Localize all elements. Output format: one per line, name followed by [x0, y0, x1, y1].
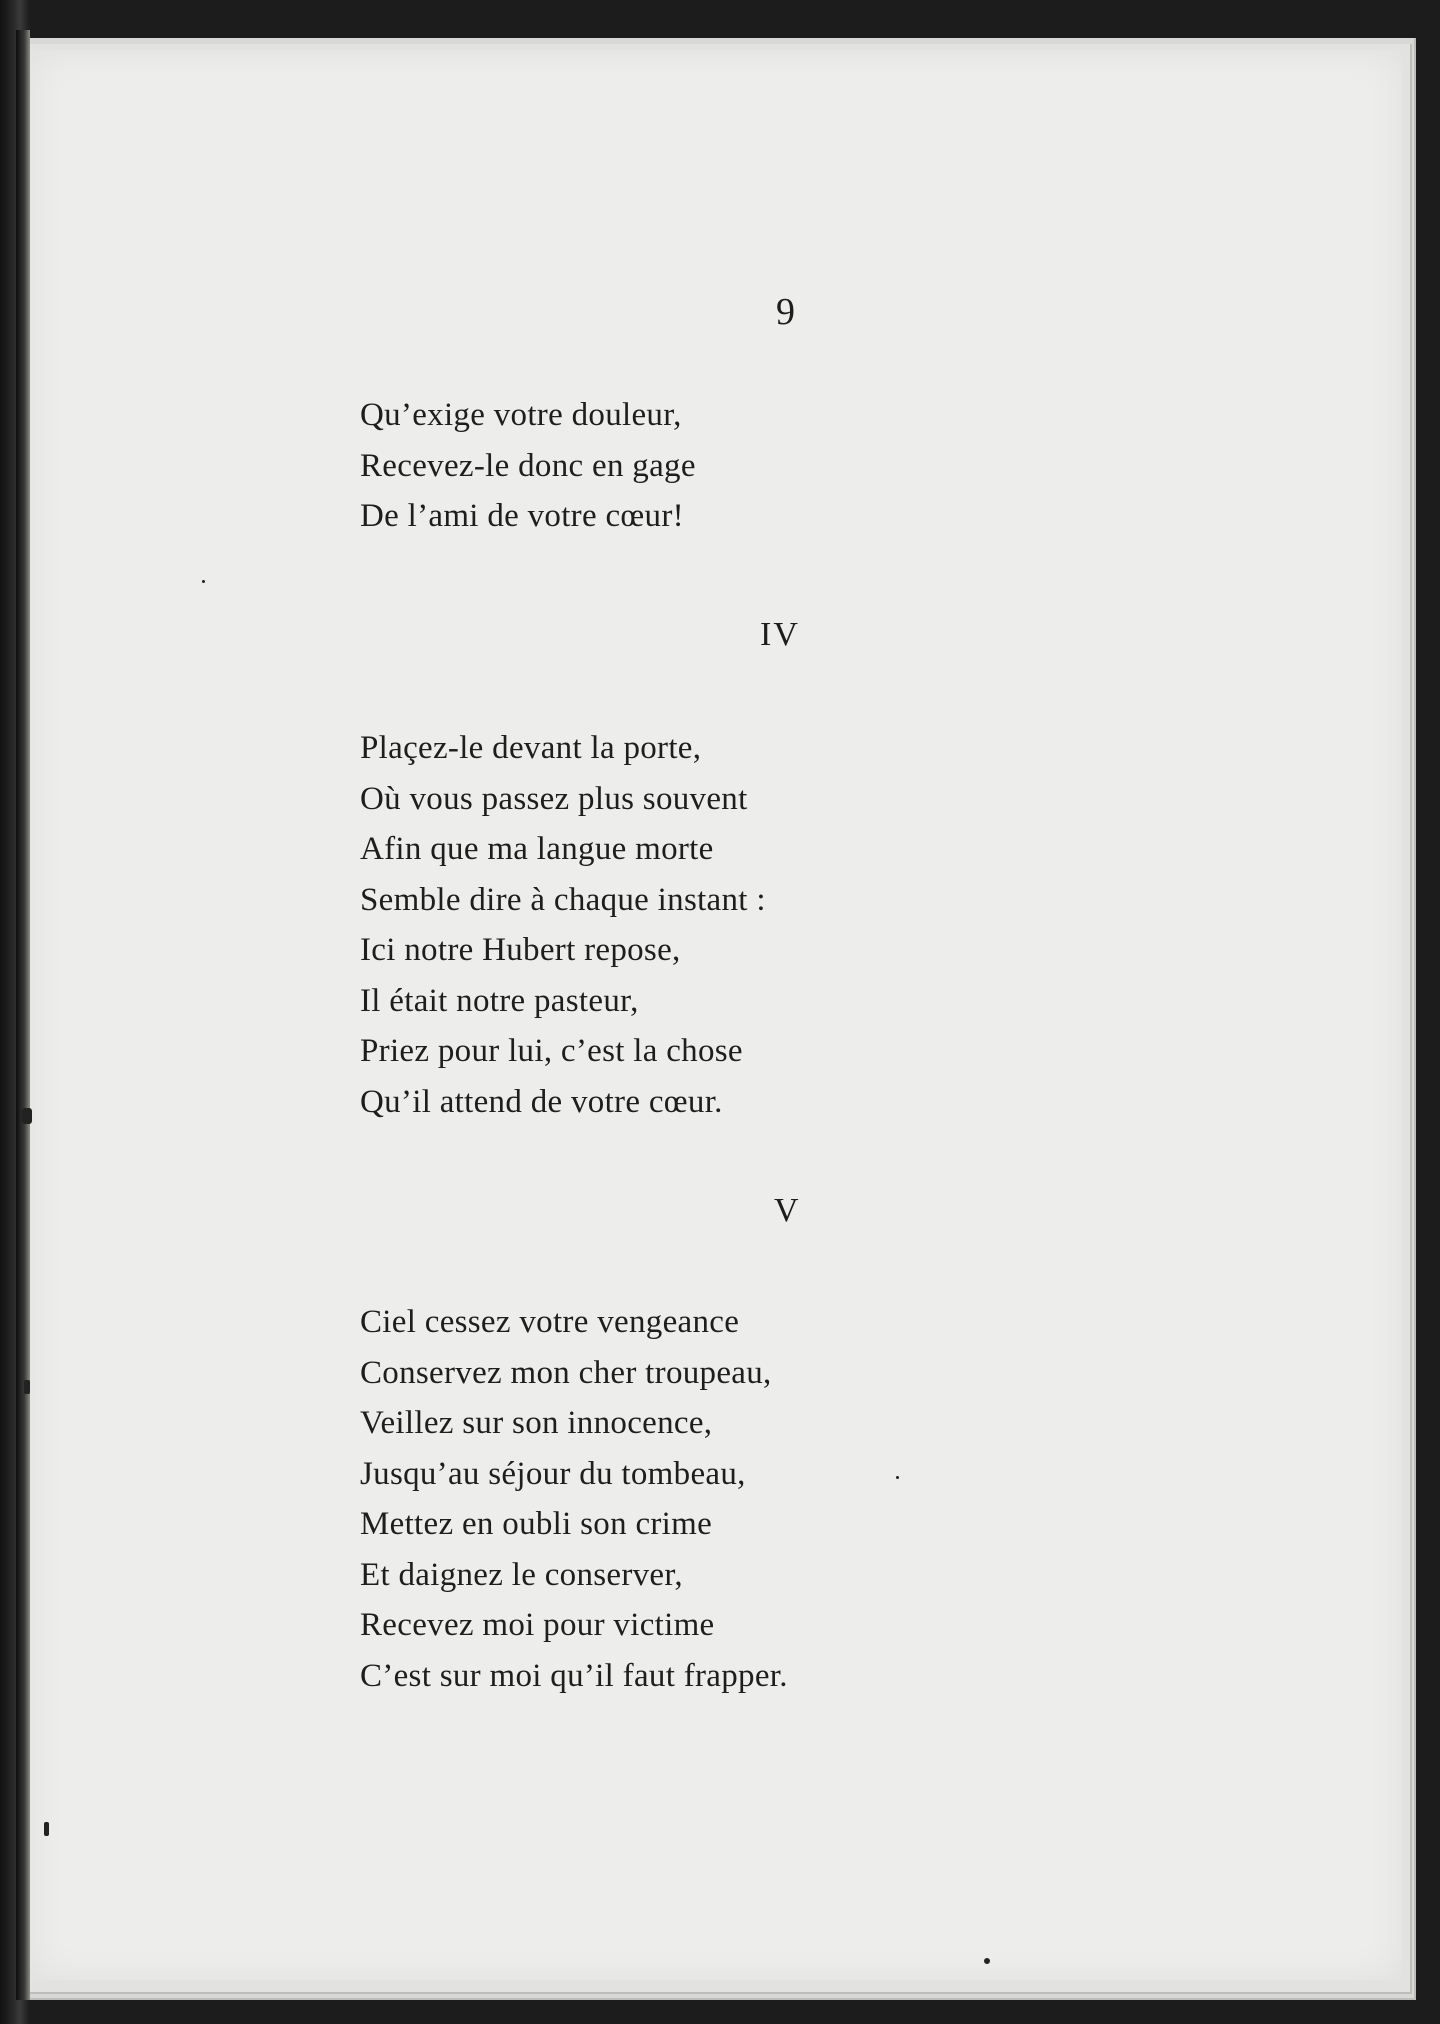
stanza-v	[360, 1297, 788, 1701]
verse-line: Conservez mon cher troupeau,	[360, 1354, 772, 1391]
page-number: 9	[776, 291, 796, 333]
verse-line: Afin que ma langue morte	[360, 831, 714, 867]
ink-speck	[22, 1108, 32, 1124]
stanza-heading-v: V	[774, 1192, 801, 1229]
stanza-continuation	[360, 390, 696, 542]
verse-line: Mettez en oubli son crime	[360, 1506, 713, 1542]
verse-line: Veillez sur son innocence,	[360, 1405, 713, 1441]
verse-line: Où vous passez plus souvent	[360, 780, 748, 817]
stanza-iv	[360, 723, 766, 1127]
stanza-heading-iv: IV	[760, 616, 800, 653]
book-spine	[16, 30, 30, 2000]
verse-line: Semble dire à chaque instant :	[360, 881, 766, 918]
verse-line: Qu’il attend de votre cœur.	[360, 1083, 723, 1120]
verse-line: Et daignez le conserver,	[360, 1556, 683, 1593]
verse-line: C’est sur moi qu’il faut frapper.	[360, 1657, 788, 1694]
verse-line: Recevez moi pour victime	[360, 1607, 715, 1643]
ink-speck	[24, 1380, 30, 1394]
ink-speck	[984, 1958, 990, 1964]
ink-speck	[202, 580, 205, 583]
ink-speck	[44, 1822, 49, 1836]
verse-line: Ici notre Hubert repose,	[360, 932, 681, 968]
verse-line: Jusqu’au séjour du tombeau,	[360, 1455, 746, 1492]
verse-line: Il était notre pasteur,	[360, 982, 639, 1019]
ink-speck	[896, 1476, 899, 1479]
verse-line: Recevez-le donc en gage	[360, 447, 696, 484]
verse-line: Priez pour lui, c’est la chose	[360, 1033, 743, 1069]
verse-line: De l’ami de votre cœur!	[360, 498, 684, 534]
verse-line: Qu’exige votre douleur,	[360, 397, 682, 433]
verse-line: Ciel cessez votre vengeance	[360, 1304, 740, 1340]
verse-line: Plaçez-le devant la porte,	[360, 730, 702, 766]
